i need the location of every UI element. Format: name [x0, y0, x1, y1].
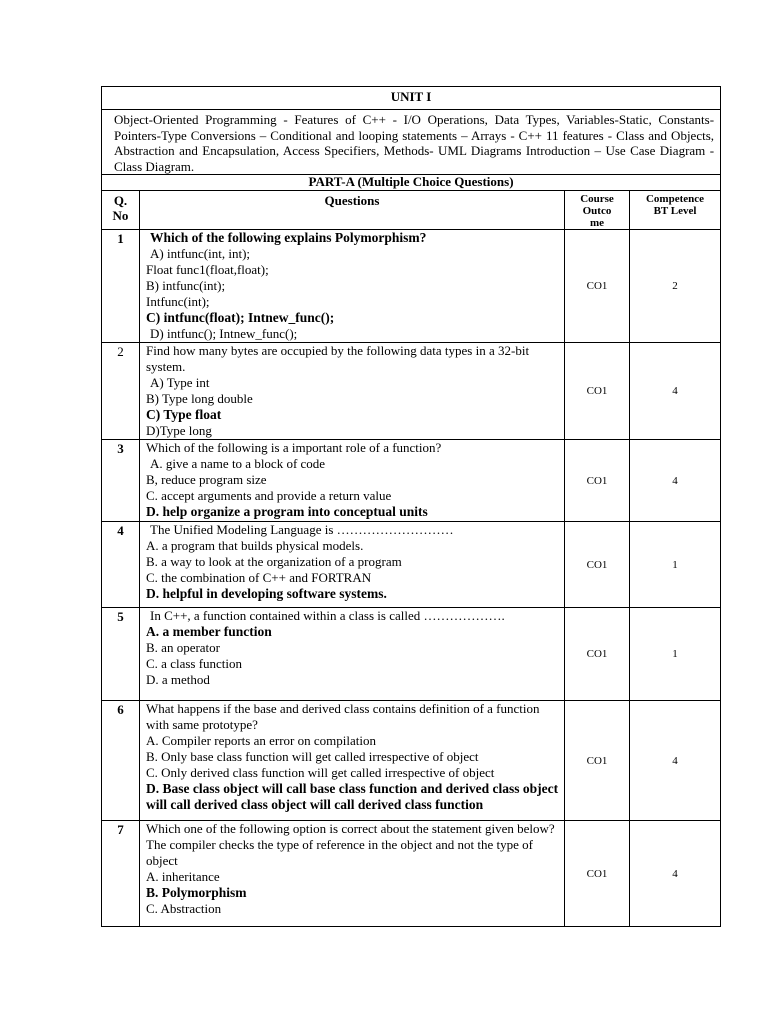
header-co-line: Course	[580, 193, 614, 205]
answer-option: B. Polymorphism	[146, 885, 247, 900]
answer-option: B. Only base class function will get called irrespective of object	[146, 749, 479, 764]
bt-level-value: 1	[630, 522, 721, 608]
question-bank-table	[101, 86, 721, 927]
question-number: 2	[102, 343, 140, 440]
answer-option: D)Type long	[146, 423, 212, 438]
header-questions: Questions	[140, 191, 565, 230]
answer-option: B. an operator	[146, 640, 221, 655]
header-bt-line: BT Level	[653, 205, 697, 217]
table-header-row	[102, 191, 721, 230]
answer-option: Intfunc(int);	[146, 294, 210, 309]
answer-option: A. a program that builds physical models.	[146, 538, 364, 553]
answer-option: B) intfunc(int);	[146, 278, 226, 293]
question-number: 1	[102, 230, 140, 343]
answer-option: C) intfunc(float); Intnew_func();	[146, 310, 335, 325]
bt-level-value: 4	[630, 701, 721, 821]
question-text: What happens if the base and derived class contains definition of a function with same prototype?	[146, 701, 540, 732]
part-title: PART-A (Multiple Choice Questions)	[102, 175, 721, 191]
table-row	[102, 440, 721, 522]
header-co-line: me	[589, 217, 605, 229]
question-number: 3	[102, 440, 140, 522]
answer-option: A) Type int	[150, 375, 210, 390]
bt-level-value: 4	[630, 343, 721, 440]
table-row	[102, 343, 721, 440]
question-number: 7	[102, 821, 140, 927]
question-cell	[140, 440, 565, 522]
answer-option: Float func1(float,float);	[146, 262, 269, 277]
answer-option: A) intfunc(int, int);	[150, 246, 251, 261]
answer-option: D. Base class object will call base class function and derived class object will call derived class object will call derived class function	[146, 781, 559, 812]
question-text: Which one of the following option is correct about the statement given below? The compiler checks the type of reference in the object and not the type of object	[146, 821, 555, 868]
answer-option: D. helpful in developing software systems.	[146, 586, 387, 601]
bt-level-value: 4	[630, 440, 721, 522]
answer-option: A. Compiler reports an error on compilation	[146, 733, 376, 748]
course-outcome-value: CO1	[565, 522, 630, 608]
table-row	[102, 821, 721, 927]
question-number: 4	[102, 522, 140, 608]
table-row	[102, 522, 721, 608]
answer-option: D. a method	[146, 672, 210, 687]
question-text: Which of the following explains Polymorphism?	[150, 230, 427, 245]
answer-option: B. a way to look at the organization of a program	[146, 554, 402, 569]
question-cell	[140, 608, 565, 701]
question-cell	[140, 522, 565, 608]
answer-option: D) intfunc(); Intnew_func();	[150, 326, 298, 341]
question-cell	[140, 230, 565, 343]
answer-option: C. the combination of C++ and FORTRAN	[146, 570, 372, 585]
question-cell	[140, 821, 565, 927]
bt-level-value: 1	[630, 608, 721, 701]
header-course-outcome	[565, 191, 630, 230]
table-row	[102, 230, 721, 343]
table-row	[102, 608, 721, 701]
answer-option: C. Abstraction	[146, 901, 222, 916]
question-text: The Unified Modeling Language is ………………………	[150, 522, 454, 537]
course-outcome-value: CO1	[565, 608, 630, 701]
header-qno-line: No	[112, 208, 129, 223]
question-cell	[140, 343, 565, 440]
answer-option: A. give a name to a block of code	[150, 456, 326, 471]
answer-option: A. a member function	[146, 624, 272, 639]
question-text: Which of the following is a important role of a function?	[146, 440, 442, 455]
answer-option: C. Only derived class function will get called irrespective of object	[146, 765, 495, 780]
course-outcome-value: CO1	[565, 343, 630, 440]
answer-option: A. inheritance	[146, 869, 220, 884]
unit-title: UNIT I	[102, 87, 721, 110]
answer-option: B) Type long double	[146, 391, 253, 406]
answer-option: C. accept arguments and provide a return value	[146, 488, 392, 503]
header-competence	[630, 191, 721, 230]
bt-level-value: 4	[630, 821, 721, 927]
course-outcome-value: CO1	[565, 440, 630, 522]
header-qno-line: Q.	[113, 193, 128, 208]
header-bt-line: Competence	[645, 193, 705, 205]
question-number: 5	[102, 608, 140, 701]
question-text: Find how many bytes are occupied by the following data types in a 32-bit system.	[146, 343, 530, 374]
question-number: 6	[102, 701, 140, 821]
syllabus-text: Object-Oriented Programming - Features of C++ - I/O Operations, Data Types, Variables-Static, Constants-Pointers-Type Conversions – Conditional and looping statements – Arrays - C++ 11 features - Class and Objects, Abstraction and Encapsulation, Access Specifiers, Methods- UML Diagrams Introduction – Use Case Diagram - Class Diagram.	[102, 110, 721, 175]
answer-option: C) Type float	[146, 407, 222, 422]
bt-level-value: 2	[630, 230, 721, 343]
course-outcome-value: CO1	[565, 701, 630, 821]
course-outcome-value: CO1	[565, 821, 630, 927]
answer-option: D. help organize a program into conceptual units	[146, 504, 428, 519]
table-row	[102, 701, 721, 821]
question-cell	[140, 701, 565, 821]
answer-option: B, reduce program size	[146, 472, 267, 487]
answer-option: C. a class function	[146, 656, 243, 671]
course-outcome-value: CO1	[565, 230, 630, 343]
header-qno	[102, 191, 140, 230]
question-text: In C++, a function contained within a class is called ……………….	[150, 608, 505, 623]
header-co-line: Outco	[582, 205, 612, 217]
